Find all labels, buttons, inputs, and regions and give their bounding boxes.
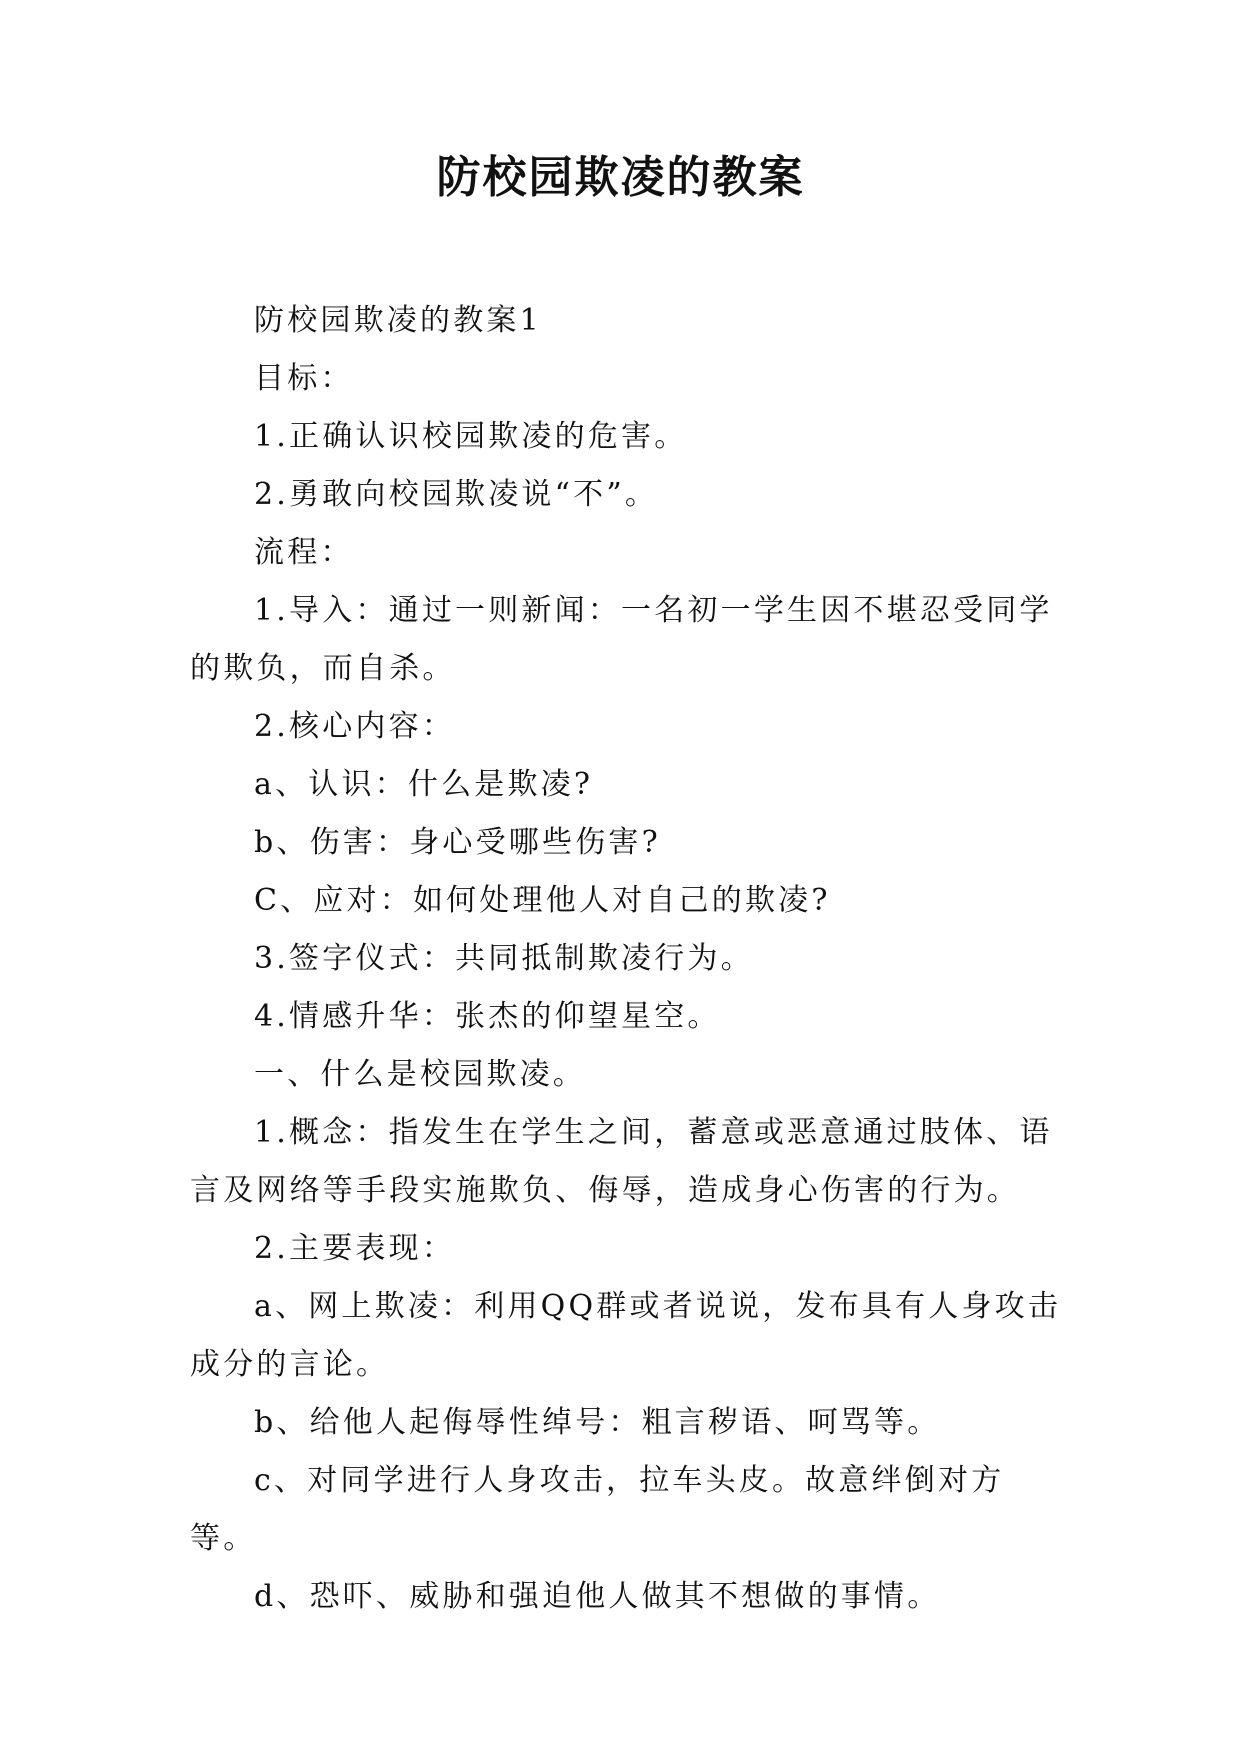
paragraph: a、认识：什么是欺凌? xyxy=(254,767,594,802)
paragraph: 目标： xyxy=(254,361,354,396)
section-heading: 防校园欺凌的教案1 xyxy=(254,303,542,338)
paragraph: 流程： xyxy=(254,535,354,570)
paragraph: c、对同学进行人身攻击，拉车头皮。故意绊倒对方等。 xyxy=(190,1463,1005,1556)
paragraph: b、伤害：身心受哪些伤害? xyxy=(254,825,661,860)
paragraph: 4.情感升华：张杰的仰望星空。 xyxy=(254,999,721,1034)
paragraph: 3.签字仪式：共同抵制欺凌行为。 xyxy=(254,941,754,976)
paragraph: C、应对：如何处理他人对自己的欺凌? xyxy=(254,883,831,918)
paragraph: 一、什么是校园欺凌。 xyxy=(254,1057,586,1092)
paragraph: 2.核心内容： xyxy=(254,709,456,744)
paragraph: 2.勇敢向校园欺凌说“不”。 xyxy=(254,477,659,512)
paragraph: 1.正确认识校园欺凌的危害。 xyxy=(254,419,688,454)
paragraph: 1.概念：指发生在学生之间，蓄意或恶意通过肢体、语言及网络等手段实施欺负、侮辱，造成身心伤害的行为。 xyxy=(190,1115,1053,1208)
paragraph: 2.主要表现： xyxy=(254,1231,456,1266)
document-title: 防校园欺凌的教案 xyxy=(436,152,805,203)
paragraph: a、网上欺凌：利用QQ群或者说说，发布具有人身攻击成分的言论。 xyxy=(190,1289,1062,1382)
paragraph: b、给他人起侮辱性绰号：粗言秽语、呵骂等。 xyxy=(254,1405,941,1440)
paragraph: 1.导入：通过一则新闻：一名初一学生因不堪忍受同学的欺负，而自杀。 xyxy=(190,593,1053,686)
document-body xyxy=(190,292,1070,1626)
paragraph: d、恐吓、威胁和强迫他人做其不想做的事情。 xyxy=(254,1579,941,1614)
